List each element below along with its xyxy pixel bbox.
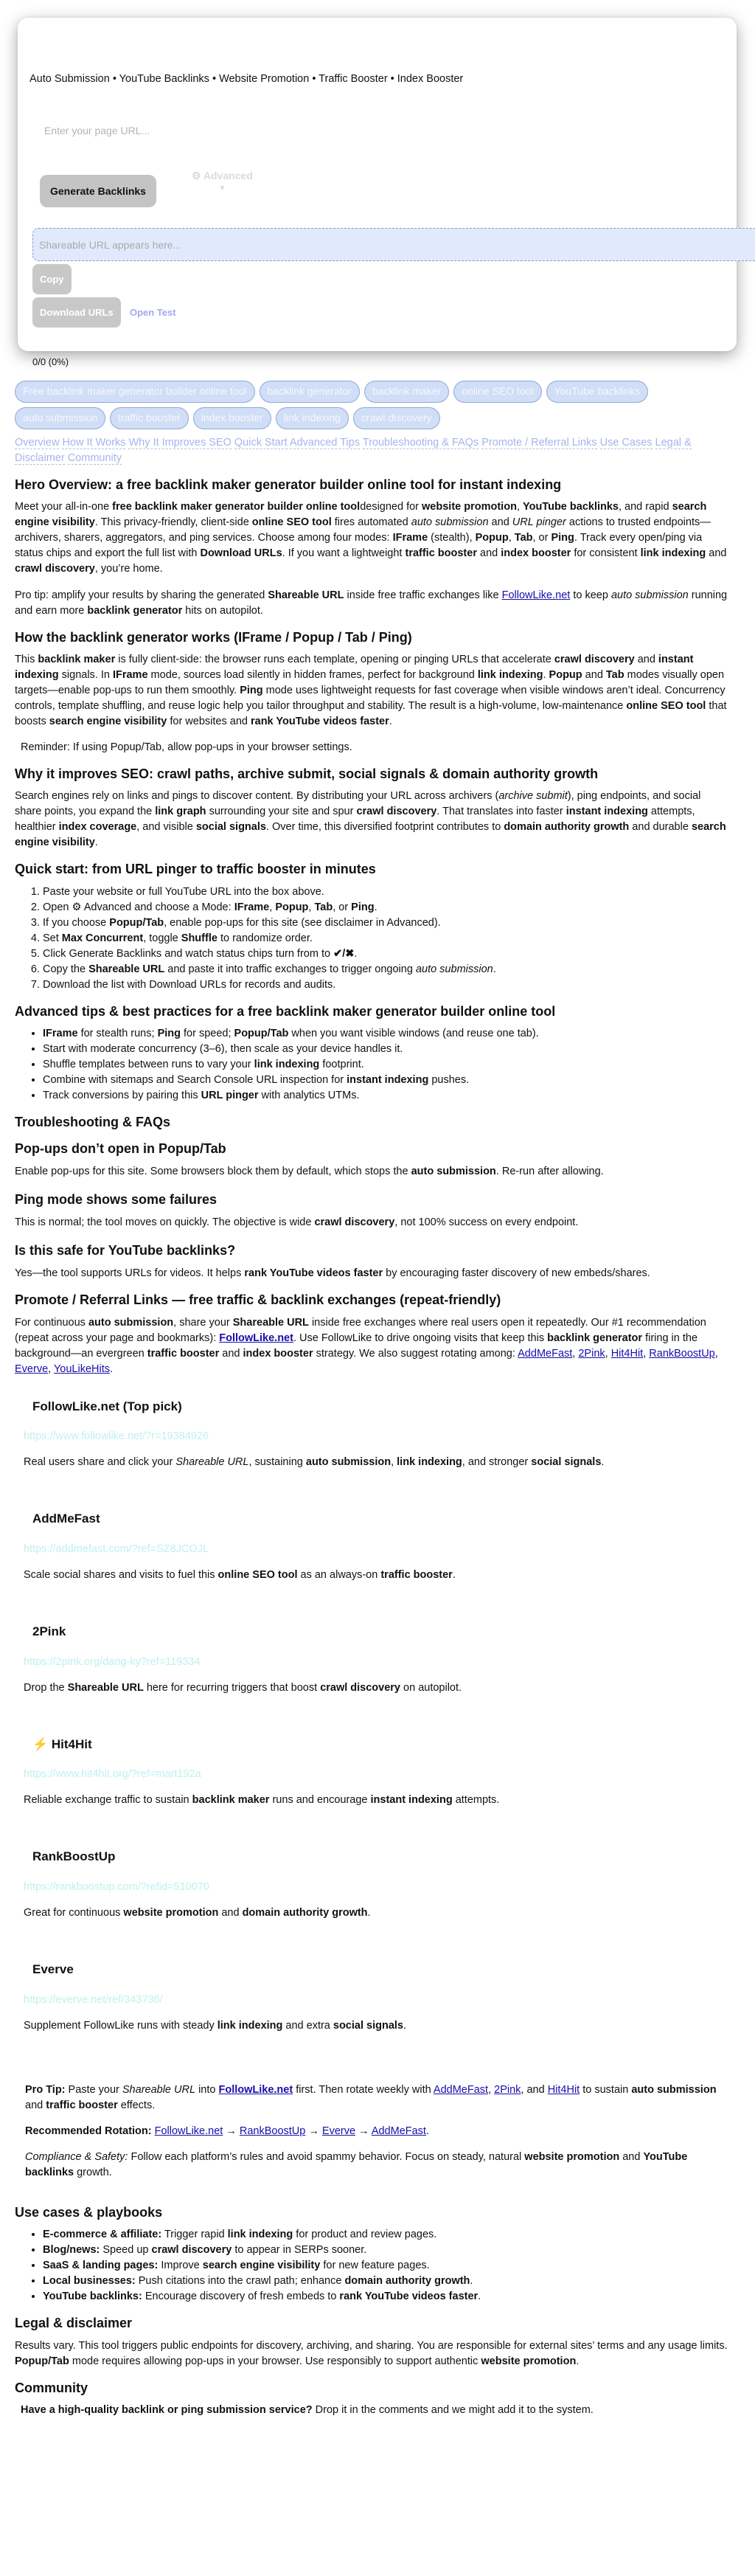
emphasis-text: instant indexing [566, 806, 648, 818]
emphasis-text: crawl discovery [554, 653, 635, 665]
emphasis-text: Ping [157, 1028, 181, 1040]
emphasis-text: index coverage [58, 821, 137, 834]
section-title: Promote / Referral Links — free traffic & backlink exchanges (repeat-friendly) [15, 1292, 501, 1308]
copy-button[interactable]: Copy [32, 264, 72, 294]
emphasis-text: Pro Tip: [25, 2083, 66, 2096]
list-item: • Start with moderate concurrency (3–6), then scale as your device handles it. [43, 1042, 730, 1057]
toc-link[interactable]: Why It Improves SEO [128, 437, 232, 449]
referral-link[interactable]: AddMeFast [371, 2125, 426, 2137]
keyword-pill[interactable]: backlink generator [260, 381, 360, 403]
referral-link[interactable]: Hit4Hit [610, 1347, 644, 1360]
section-why-seo [15, 766, 730, 851]
emphasis-text: domain authority growth [504, 821, 630, 834]
list-item: • SaaS & landing pages: Improve search engine visibility for new feature pages. [43, 2258, 730, 2274]
referral-description: Great for continuous website promotion and domain authority growth. [24, 1906, 371, 1919]
keyword-pills [15, 381, 723, 429]
emphasis-text: domain authority growth [242, 1906, 368, 1919]
keyword-pill[interactable]: online SEO tool [453, 381, 541, 403]
faq-answer: This is normal; the tool moves on quickly. The objective is wide crawl discovery, not 100% success on every endpoint. [15, 1216, 579, 1229]
emphasis-text: Popup/Tab [15, 2355, 69, 2367]
referral-list [15, 1388, 730, 2057]
keyword-pill[interactable]: crawl discovery [353, 407, 440, 429]
list-item: • Shuffle templates between runs to vary your link indexing footprint. [43, 1057, 730, 1073]
referral-name: Everve [32, 1962, 74, 1976]
section-title: Quick start: from URL pinger to traffic booster in minutes [15, 862, 376, 877]
emphasis-text: Popup [475, 532, 509, 544]
emphasis-text: online SEO tool [218, 1568, 298, 1581]
emphasis-text: auto submission [305, 1456, 392, 1469]
referral-name: FollowLike.net (Top pick) [32, 1399, 182, 1413]
referral-name: AddMeFast [32, 1512, 100, 1526]
open-test-link[interactable]: Open Test [130, 307, 176, 318]
advanced-tips-list [15, 1026, 730, 1104]
emphasis-text: link indexing [254, 1059, 320, 1071]
recommended-rotation: Recommended Rotation: FollowLike.net → RankBoostUp → Everve → AddMeFast. [25, 2125, 429, 2137]
progress-counter: 0/0 (0%) [32, 356, 69, 367]
emphasis-text: online SEO tool [251, 516, 332, 529]
emphasis-text: IFrame [43, 1028, 78, 1040]
italic-text: archive submit [498, 790, 568, 803]
referral-description: Scale social shares and visits to fuel this online SEO tool as an always-on traffic booster. [24, 1568, 456, 1581]
emphasis-text: Shareable URL [232, 1316, 309, 1329]
advanced-label: ⚙ Advanced [192, 170, 253, 181]
section-title: Community [15, 2380, 88, 2395]
referral-card [15, 1388, 730, 1495]
emphasis-text: Local businesses: [43, 2275, 136, 2288]
backlink-tool-card [18, 18, 737, 367]
referral-description: Reliable exchange traffic to sustain backlink maker runs and encourage instant indexing attempts. [24, 1794, 500, 1807]
emphasis-text: E-commerce & affiliate: [43, 2229, 162, 2241]
section-overview [15, 477, 730, 619]
italic-text: Shareable URL [175, 1456, 249, 1469]
list-item: 1. Paste your website or full YouTube URL into the box above. [43, 884, 730, 900]
referral-name: ⚡ Hit4Hit [32, 1737, 92, 1751]
emphasis-text: social signals [531, 1456, 602, 1469]
referral-card [15, 1613, 730, 1720]
referral-link[interactable]: AddMeFast [518, 1347, 573, 1360]
emphasis-text: Tab [514, 532, 533, 544]
emphasis-text: rank YouTube videos faster [250, 715, 389, 727]
emphasis-text: YouTube backlinks [25, 2150, 688, 2178]
emphasis-text: Have a high-quality backlink or ping submission service? [21, 2404, 313, 2416]
referral-link[interactable]: FollowLike.net [219, 1332, 293, 1344]
emphasis-text: crawl discovery [320, 1681, 401, 1694]
emphasis-text: IFrame [112, 668, 148, 681]
emphasis-text: link indexing [227, 2229, 293, 2241]
emphasis-text: website promotion [481, 2355, 577, 2367]
emphasis-text: social signals [333, 2019, 403, 2032]
italic-text: auto submission [411, 516, 489, 529]
emphasis-text: search engine visibility [202, 2260, 321, 2272]
emphasis-text: instant indexing [15, 653, 694, 681]
emphasis-text: social signals [195, 821, 266, 834]
referral-link[interactable]: FollowLike.net [154, 2125, 223, 2137]
paragraph: Pro tip: amplify your results by sharing the generated Shareable URL inside free traffic exchanges like FollowLike.net to keep auto submission running and earn more backlink generator hits on autopilot. [15, 589, 728, 617]
emphasis-text: traffic booster [405, 547, 477, 560]
section-title: Advanced tips & best practices for a free backlink maker generator builder online tool [15, 1003, 556, 1019]
paragraph: Meet your all-in-one free backlink maker generator builder online tooldesigned for website promotion, YouTube backlinks, and rapid search engine visibility. This privacy-friendly, client-side online SEO tool fires automated auto submission and URL pinger actions to trusted endpoints—archivers, sharers, aggregators, and ping services. Choose among four modes: IFrame (stealth), Popup, Tab, or Ping. Track every open/ping via status chips and export the full list with Download URLs. If you want a lightweight traffic booster and index booster for consistent link indexing and crawl discovery, you’re home. [15, 501, 727, 575]
italic-text: Shareable URL [122, 2083, 196, 2096]
list-item: 4. Set Max Concurrent, toggle Shuffle to randomize order. [43, 931, 730, 946]
list-item: • Blog/news: Speed up crawl discovery to appear in SERPs sooner. [43, 2243, 730, 2258]
emphasis-text: Ping [240, 684, 263, 696]
toc-link[interactable]: Advanced Tips [289, 437, 360, 449]
referral-link[interactable]: Hit4Hit [547, 2083, 580, 2096]
list-item: 6. Copy the Shareable URL and paste it into traffic exchanges to trigger ongoing auto submission. [43, 962, 730, 977]
emphasis-text: link indexing [477, 668, 543, 681]
italic-text: URL pinger [512, 516, 566, 529]
emphasis-text: index booster [243, 1347, 313, 1360]
list-item: • YouTube backlinks: Encourage discovery of fresh embeds to rank YouTube videos faster. [43, 2289, 730, 2305]
toc-link[interactable]: Legal & Disclaimer [15, 437, 692, 465]
emphasis-text: YouTube backlinks: [43, 2291, 142, 2303]
section-title: Troubleshooting & FAQs [15, 1115, 170, 1130]
page-url-input[interactable] [38, 116, 481, 145]
emphasis-text: traffic booster [46, 2099, 118, 2111]
emphasis-text: link graph [155, 806, 206, 818]
reminder-note: Reminder: If using Popup/Tab, allow pop-ups in your browser settings. [21, 741, 352, 753]
referral-link[interactable]: 2Pink [494, 2083, 521, 2096]
emphasis-text: Ping [551, 532, 574, 544]
referral-url-link[interactable]: https://www.hit4hit.org/?ref=mart192a [24, 1768, 201, 1781]
use-cases-list [15, 2227, 730, 2305]
section-legal [15, 2315, 730, 2369]
paragraph: This backlink maker is fully client-side: the browser runs each template, opening or pinging URLs that accelerate crawl discovery and instant indexing signals. In IFrame mode, sources load silently in hidden frames, perfect for background link indexing. Popup and Tab modes visually open targets—enable pop-ups to run them smoothly. Ping mode uses lightweight requests for fast coverage when visible windows aren’t ideal. Concurrency controls, template shuffling, and reuse logic help you tailor throughput and stability. The result is a high-volume, low-maintenance online SEO tool that boosts search engine visibility for websites and rank YouTube videos faster. [15, 653, 727, 727]
emphasis-text: Popup [549, 668, 582, 681]
emphasis-text: crawl discovery [314, 1216, 395, 1229]
emphasis-text: IFrame [392, 532, 428, 544]
referral-link[interactable]: YouLikeHits [53, 1363, 110, 1375]
emphasis-text: backlink generator [547, 1332, 643, 1344]
emphasis-text: auto submission [88, 1316, 174, 1329]
italic-text: auto submission [415, 963, 493, 975]
section-faq [15, 1114, 730, 1281]
list-item: 7. Download the list with Download URLs for records and audits. [43, 977, 730, 993]
faq-answer: Enable pop-ups for this site. Some browsers block them by default, which stops the auto submission. Re-run after allowing. [15, 1165, 604, 1177]
emphasis-text: URL pinger [201, 1090, 259, 1102]
generate-backlinks-button[interactable]: Generate Backlinks [40, 175, 156, 207]
referral-url-link[interactable]: https://www.followlike.net/?r=19384926 [24, 1430, 209, 1443]
toc-link[interactable]: Quick Start [234, 437, 288, 449]
emphasis-text: link indexing [217, 2019, 283, 2032]
chevron-down-icon: ▼ [218, 184, 226, 193]
italic-text: auto submission [610, 589, 689, 601]
emphasis-text: crawl discovery [15, 563, 95, 575]
keyword-pill[interactable]: backlink maker [364, 381, 449, 403]
emphasis-text: Popup/Tab [109, 916, 164, 929]
emphasis-text: domain authority growth [344, 2275, 470, 2288]
pro-tip-box [15, 2071, 730, 2197]
emphasis-text: free backlink maker generator builder online tool [112, 501, 361, 513]
tool-tagline: Auto Submission • YouTube Backlinks • Website Promotion • Traffic Booster • Index Booster [29, 73, 464, 85]
toc-link[interactable]: Community [67, 452, 122, 465]
emphasis-text: search engine visibility [15, 501, 707, 529]
referral-description: Real users share and click your Shareable URL, sustaining auto submission, link indexing, and stronger social signals. [24, 1456, 605, 1469]
referral-description: Drop the Shareable URL here for recurring triggers that boost crawl discovery on autopilot. [24, 1681, 462, 1694]
emphasis-text: crawl discovery [356, 806, 437, 818]
section-promote [15, 1292, 730, 2197]
emphasis-text: backlink maker [38, 653, 116, 665]
emphasis-text: Tab [314, 901, 333, 913]
emphasis-text: Shareable URL [88, 963, 165, 975]
keyword-pill[interactable]: index booster [193, 407, 271, 429]
emphasis-text: website promotion [123, 1906, 219, 1919]
keyword-pill[interactable]: link indexing [276, 407, 349, 429]
pro-tip: Pro Tip: Paste your Shareable URL into FollowLike.net first. Then rotate weekly with AddMeFast, 2Pink, and Hit4Hit to sustain auto submission and traffic booster effects. [25, 2083, 717, 2111]
section-title: Legal & disclaimer [15, 2316, 133, 2331]
faq-question: Pop-ups don’t open in Popup/Tab [15, 1140, 226, 1156]
referral-link[interactable]: FollowLike.net [501, 589, 571, 601]
emphasis-text: traffic booster [380, 1568, 453, 1581]
quick-start-steps [15, 884, 730, 993]
faq-question: Ping mode shows some failures [15, 1191, 218, 1207]
section-how-it-works [15, 629, 730, 755]
section-title: Hero Overview: a free backlink maker generator builder online tool for instant indexing [15, 477, 562, 493]
emphasis-text: ✔/✖ [333, 947, 355, 960]
toc-link[interactable]: Use Cases [599, 437, 653, 449]
list-item: 2. Open ⚙ Advanced and choose a Mode: IFrame, Popup, Tab, or Ping. [43, 900, 730, 915]
section-title: How the backlink generator works (IFrame / Popup / Tab / Ping) [15, 629, 412, 645]
emphasis-text: auto submission [411, 1165, 496, 1177]
toc-link[interactable]: How It Works [62, 437, 126, 449]
section-quick-start [15, 861, 730, 993]
toc-link[interactable]: Promote / Referral Links [481, 437, 597, 449]
referral-link[interactable]: Everve [321, 2125, 356, 2137]
emphasis-text: Blog/news: [43, 2244, 100, 2257]
referral-url-link[interactable]: https://everve.net/ref/343736/ [24, 1993, 163, 2006]
emphasis-text: search engine visibility [49, 715, 167, 727]
emphasis-text: Download URLs [200, 547, 282, 560]
emphasis-text: online SEO tool [626, 699, 706, 712]
referral-name: RankBoostUp [32, 1849, 116, 1864]
referral-link[interactable]: Everve [15, 1363, 49, 1375]
download-urls-button[interactable]: Download URLs [32, 297, 121, 328]
emphasis-text: Shareable URL [268, 589, 344, 601]
paragraph: For continuous auto submission, share your Shareable URL inside free exchanges where real users open it repeatedly. Our #1 recommendation (repeat across your page and bookmarks): FollowLike.net. Use FollowLike to drive ongoing visits that keep this backlink generator firing in the background—an evergreen traffic booster and index booster strategy. We also suggest rotating among: AddMeFast, 2Pink, Hit4Hit, RankBoostUp, Everve, YouLikeHits. [15, 1316, 718, 1375]
section-community [15, 2380, 730, 2418]
article-content [0, 477, 745, 2418]
referral-card [15, 1838, 730, 1945]
emphasis-text: instant indexing [347, 1074, 429, 1087]
emphasis-text: IFrame [234, 901, 270, 913]
referral-card [15, 1725, 730, 1832]
emphasis-text: Shuffle [181, 932, 218, 944]
table-of-contents [15, 435, 708, 466]
emphasis-text: auto submission [631, 2083, 717, 2096]
emphasis-text: instant indexing [370, 1794, 453, 1807]
list-item: 3. If you choose Popup/Tab, enable pop-ups for this site (see disclaimer in Advanced). [43, 915, 730, 931]
faq-question: Is this safe for YouTube backlinks? [15, 1243, 236, 1258]
referral-link[interactable]: FollowLike.net [218, 2083, 293, 2096]
keyword-pill[interactable]: YouTube backlinks [546, 381, 648, 403]
section-title: Why it improves SEO: crawl paths, archive submit, social signals & domain authority growth [15, 766, 599, 782]
emphasis-text: website promotion [422, 501, 517, 513]
shareable-url-field[interactable] [32, 228, 755, 261]
referral-card [15, 1500, 730, 1607]
emphasis-text: backlink maker [192, 1794, 270, 1807]
emphasis-text: Max Concurrent [61, 932, 144, 944]
emphasis-text: backlink generator [87, 604, 183, 617]
emphasis-text: YouTube backlinks [523, 501, 619, 513]
list-item: • Local businesses: Push citations into the crawl path; enhance domain authority growth. [43, 2274, 730, 2289]
list-item: • Track conversions by pairing this URL pinger with analytics UTMs. [43, 1088, 730, 1104]
referral-name: 2Pink [32, 1624, 66, 1638]
emphasis-text: Tab [605, 668, 624, 681]
emphasis-text: rank YouTube videos faster [244, 1267, 383, 1280]
emphasis-text: link indexing [397, 1456, 462, 1469]
emphasis-text: search engine visibility [15, 821, 726, 849]
list-item: 5. Click Generate Backlinks and watch status chips turn from to ✔/✖. [43, 946, 730, 962]
referral-description: Supplement FollowLike runs with steady link indexing and extra social signals. [24, 2019, 407, 2032]
faq-answer: Yes—the tool supports URLs for videos. It helps rank YouTube videos faster by encouraging faster discovery of new embeds/shares. [15, 1267, 650, 1280]
emphasis-text: Shareable URL [67, 1681, 144, 1694]
referral-link[interactable]: 2Pink [578, 1347, 605, 1360]
section-advanced-tips [15, 1003, 730, 1104]
emphasis-text: traffic booster [147, 1347, 220, 1360]
referral-url-link[interactable]: https://rankboostup.com/?refid=510070 [24, 1880, 209, 1893]
list-item: • IFrame for stealth runs; Ping for speed; Popup/Tab when you want visible windows (and reuse one tab). [43, 1026, 730, 1042]
keyword-pill[interactable]: auto submission [15, 407, 105, 429]
emphasis-text: Popup [275, 901, 309, 913]
paragraph: Results vary. This tool triggers public endpoints for discovery, archiving, and sharing. You are responsible for external sites’ terms and any usage limits. Popup/Tab mode requires allowing pop-ups in your browser. Use responsibly to support authentic website promotion. [15, 2339, 728, 2367]
list-item: • Combine with sitemaps and Search Console URL inspection for instant indexing pushes. [43, 1073, 730, 1088]
referral-link[interactable]: RankBoostUp [649, 1347, 715, 1360]
emphasis-text: rank YouTube videos faster [339, 2291, 479, 2303]
emphasis-text: crawl discovery [151, 2244, 232, 2257]
section-title: Use cases & playbooks [15, 2204, 163, 2220]
compliance-note: Compliance & Safety: Follow each platform’s rules and avoid spammy behavior. Focus on steady, natural website promotion and YouTube backlinks growth. [25, 2150, 688, 2178]
keyword-pill[interactable]: Free backlink maker generator builder online tool [15, 381, 255, 403]
section-use-cases [15, 2204, 730, 2305]
referral-card [15, 1950, 730, 2057]
keyword-pill[interactable]: traffic booster [110, 407, 189, 429]
referral-url-link[interactable]: https://2pink.org/dang-ky?ref=119334 [24, 1655, 201, 1668]
emphasis-text: index booster [501, 547, 571, 560]
toc-link[interactable]: Overview [15, 437, 60, 449]
emphasis-text: Recommended Rotation: [25, 2125, 152, 2137]
list-item: • E-commerce & affiliate: Trigger rapid link indexing for product and review pages. [43, 2227, 730, 2243]
paragraph: Search engines rely on links and pings to discover content. By distributing your URL across archivers (archive submit), ping endpoints, and social share points, you expand the link graph surrounding your site and spur crawl discovery. That translates into faster instant indexing attempts, healthier index coverage, and visible social signals. Over time, this diversified footprint contributes to domain authority growth and durable search engine visibility. [15, 790, 726, 849]
italic-text: Compliance & Safety: [25, 2150, 128, 2163]
emphasis-text: website promotion [524, 2150, 620, 2163]
referral-url-link[interactable]: https://addmefast.com/?ref=SZ8JCOJL [24, 1543, 209, 1555]
emphasis-text: SaaS & landing pages: [43, 2260, 159, 2272]
advanced-toggle[interactable] [192, 168, 253, 195]
referral-link[interactable]: AddMeFast [433, 2083, 489, 2096]
emphasis-text: Ping [351, 901, 375, 913]
referral-link[interactable]: RankBoostUp [239, 2125, 306, 2137]
emphasis-text: Popup/Tab [234, 1028, 289, 1040]
toc-link[interactable]: Troubleshooting & FAQs [362, 437, 479, 449]
emphasis-text: link indexing [640, 547, 706, 560]
community-callout: Have a high-quality backlink or ping submission service? Drop it in the comments and we might add it to the system. [21, 2404, 594, 2416]
